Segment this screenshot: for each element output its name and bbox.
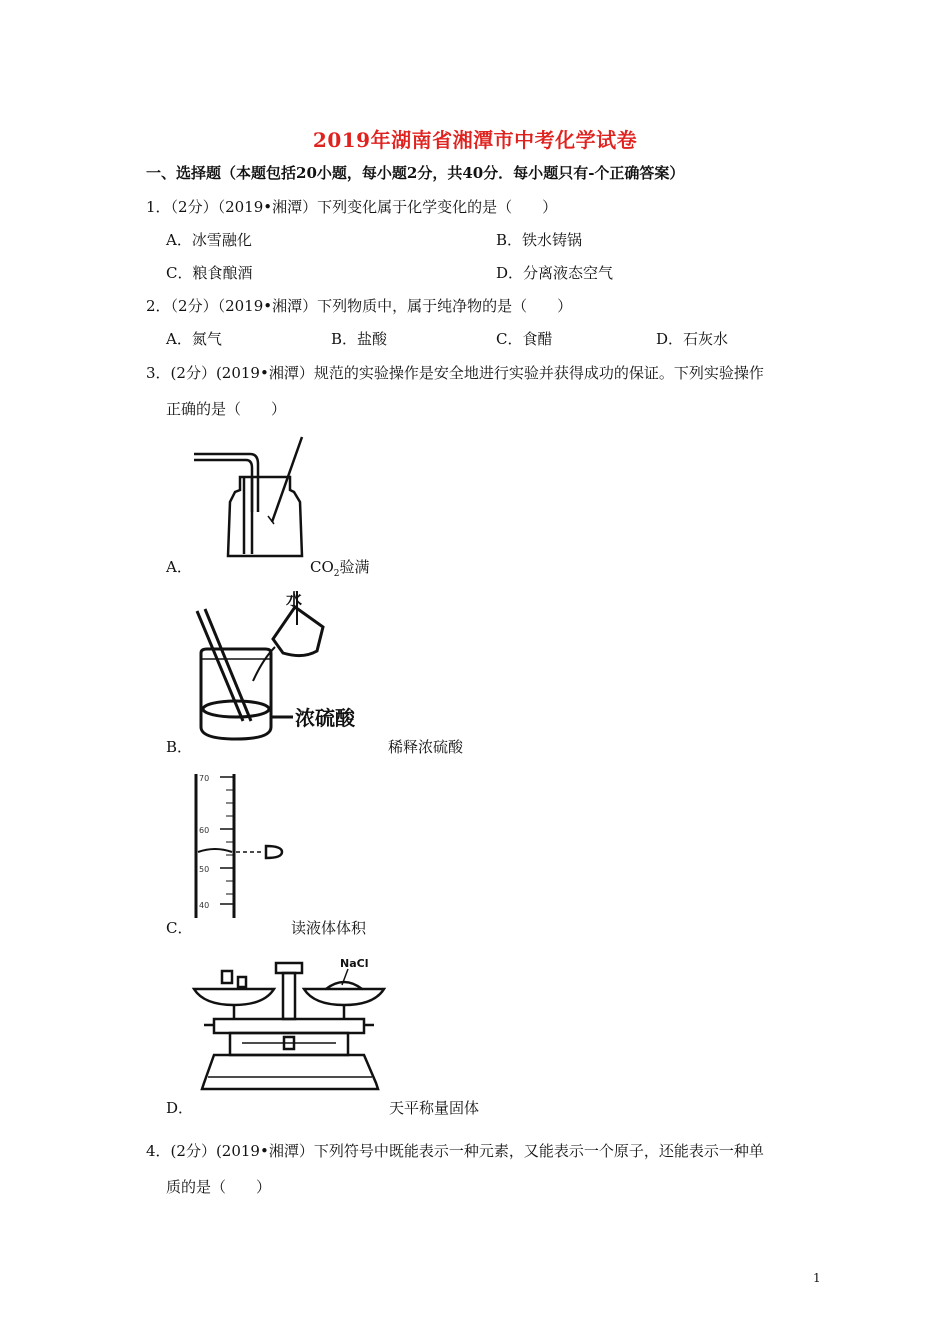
scale-50: 50 [199, 865, 210, 874]
nacl-label: NaCl [340, 957, 369, 970]
page-title: 2019年湖南省湘潭市中考化学试卷 [312, 128, 638, 152]
q3-option-c-caption: 读液体体积 [291, 919, 367, 937]
q3-option-b-caption: 稀释浓硫酸 [388, 738, 464, 756]
scale-70: 70 [199, 774, 210, 783]
question-3-stem-line1: 3．(2分）(2019•湘潭）规范的实验操作是安全地进行实验并获得成功的保证。下列实验操作 [146, 364, 764, 382]
q2-option-d: D．石灰水 [656, 330, 729, 348]
q3-option-c-letter: C． [166, 919, 193, 937]
question-4-stem-line1: 4．(2分）(2019•湘潭）下列符号中既能表示一种元素，又能表示一个原子，还能表示一种单 [146, 1142, 764, 1160]
water-label: 水 [286, 590, 303, 609]
q3-option-d-letter: D． [166, 1099, 194, 1117]
q1-option-b: B．铁水铸锅 [496, 231, 583, 249]
balance-figure [190, 955, 390, 1095]
q2-option-a: A．氮气 [166, 330, 222, 348]
question-4-stem-line2: 质的是（ ） [166, 1178, 272, 1196]
acid-label: 浓硫酸 [295, 706, 355, 730]
q1-option-d: D．分离液态空气 [496, 264, 614, 282]
question-2-stem: 2．（2分）（2019•湘潭）下列物质中，属于纯净物的是（ ） [146, 297, 573, 315]
scale-40: 40 [199, 901, 210, 910]
q2-option-c: C．食醋 [496, 330, 553, 348]
q3-option-a-caption: $CO_2$验满 [310, 558, 370, 579]
q3-option-a-letter: A． [166, 558, 192, 576]
section-heading: 一、选择题（本题包括20小题，每小题2分，共40分．每小题只有-个正确答案） [146, 164, 685, 182]
q1-option-c: C．粮食酿酒 [166, 264, 253, 282]
q3-option-d-caption: 天平称量固体 [389, 1099, 480, 1117]
q3-option-b-letter: B． [166, 738, 193, 756]
graduated-cylinder-figure [190, 772, 290, 920]
question-3-stem-line2: 正确的是（ ） [166, 400, 287, 418]
q1-option-a: A．冰雪融化 [166, 231, 252, 249]
co2-bottle-figure [190, 432, 310, 562]
q2-option-b: B．盐酸 [331, 330, 388, 348]
page-number: 1 [813, 1271, 821, 1285]
question-1-stem: 1．（2分）（2019•湘潭）下列变化属于化学变化的是（ ） [146, 198, 558, 216]
scale-60: 60 [199, 826, 210, 835]
dilute-acid-figure [183, 589, 388, 747]
